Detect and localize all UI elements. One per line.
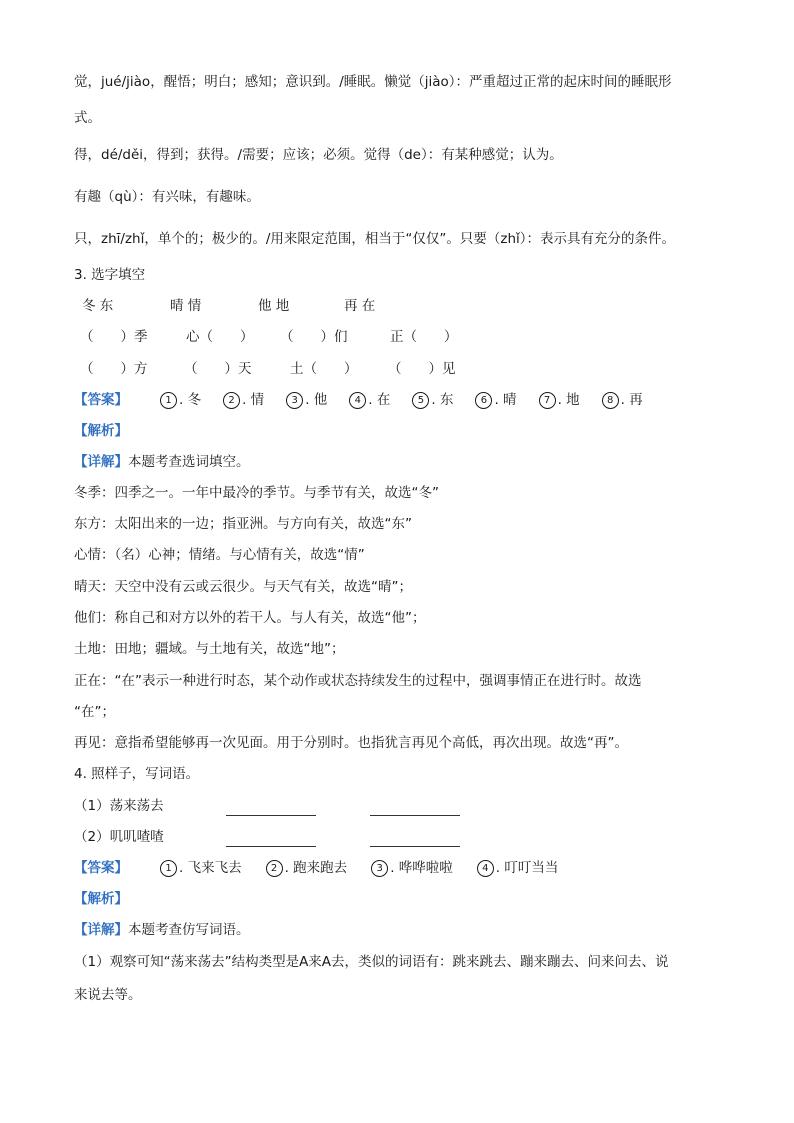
fill-blank: （ ）季 bbox=[80, 329, 148, 345]
answer-text: . 再 bbox=[620, 392, 643, 408]
definition-line-4: 有趣（qù）：有兴味，有趣味。 bbox=[74, 189, 260, 205]
answer-blank bbox=[226, 832, 316, 847]
detail-label: 【详解】 bbox=[74, 922, 128, 938]
answers bbox=[160, 392, 665, 408]
answer-number: 3 bbox=[286, 392, 303, 409]
answer-number: 1 bbox=[160, 392, 177, 409]
fill-blank: （ ）天 bbox=[184, 361, 252, 377]
answer-blank bbox=[370, 801, 460, 816]
fill-row-2 bbox=[80, 359, 456, 379]
answers bbox=[160, 860, 582, 876]
answer-text: . 东 bbox=[431, 392, 454, 408]
q3-detail-row bbox=[74, 452, 250, 472]
answer-blank bbox=[370, 832, 460, 847]
fill-blank: （ ）方 bbox=[80, 361, 148, 377]
answer-number: 1 bbox=[160, 860, 177, 877]
q4-item-2 bbox=[74, 827, 460, 847]
answer-item bbox=[602, 390, 643, 410]
fill-blank: 心（ ） bbox=[186, 329, 254, 345]
answer-number: 3 bbox=[371, 860, 388, 877]
pair: 冬 东 bbox=[82, 298, 114, 314]
q4-item-1 bbox=[74, 796, 460, 816]
answer-label: 【答案】 bbox=[74, 392, 128, 408]
answer-item bbox=[539, 390, 580, 410]
q3-explain-7: 正在：“在”表示一种进行时态，某个动作或状态持续发生的过程中，强调事情正在进行时。故选 bbox=[74, 673, 642, 689]
answer-text: . 地 bbox=[557, 392, 580, 408]
question-4-title: 4. 照样子，写词语。 bbox=[74, 766, 200, 782]
q4-detail-row bbox=[74, 920, 250, 940]
answer-text: . 叮叮当当 bbox=[495, 860, 559, 876]
answer-item bbox=[371, 858, 453, 878]
definition-line-5: 只，zhī/zhǐ，单个的；极少的。/用来限定范围，相当于“仅仅”。只要（zhǐ）：表示具有充分的条件。 bbox=[74, 231, 676, 247]
definition-line-2: 式。 bbox=[74, 110, 101, 126]
fill-blank: （ ）见 bbox=[388, 361, 456, 377]
pair: 他 地 bbox=[258, 298, 290, 314]
definition-line-1: 觉，jué/jiào，醒悟；明白；感知；意识到。/睡眠。懒觉（jiào）：严重超过正常的起床时间的睡眠形 bbox=[74, 74, 672, 90]
answer-text: . 飞来飞去 bbox=[179, 860, 242, 876]
q3-explain-1: 冬季：四季之一。一年中最冷的季节。与季节有关，故选“冬” bbox=[74, 485, 439, 501]
answer-number: 2 bbox=[223, 392, 240, 409]
detail-label: 【详解】 bbox=[74, 454, 128, 470]
q3-answer-row bbox=[74, 390, 665, 410]
answer-item bbox=[266, 858, 348, 878]
detail-text: 本题考查选词填空。 bbox=[128, 454, 250, 470]
answer-text: . 晴 bbox=[494, 392, 517, 408]
answer-item bbox=[412, 390, 453, 410]
answer-text: . 跑来跑去 bbox=[284, 860, 348, 876]
answer-text: . 情 bbox=[242, 392, 265, 408]
answer-text: . 在 bbox=[368, 392, 391, 408]
q3-explain-4: 晴天：天空中没有云或云很少。与天气有关，故选“晴”； bbox=[74, 579, 412, 595]
answer-number: 5 bbox=[412, 392, 429, 409]
answer-number: 4 bbox=[477, 860, 494, 877]
answer-item bbox=[349, 390, 390, 410]
q4-answer-row bbox=[74, 858, 582, 878]
answer-text: . 他 bbox=[305, 392, 328, 408]
answer-number: 6 bbox=[475, 392, 492, 409]
character-pairs-row bbox=[82, 296, 375, 316]
answer-blank bbox=[226, 801, 316, 816]
q3-explain-5: 他们：称自己和对方以外的若干人。与人有关，故选“他”； bbox=[74, 610, 426, 626]
q3-explain-8: “在”； bbox=[74, 704, 115, 720]
definition-line-3: 得，dé/děi，得到；获得。/需要；应该；必须。觉得（de）：有某种感觉；认为。 bbox=[74, 147, 563, 163]
q4-explain-2: 来说去等。 bbox=[74, 987, 142, 1003]
answer-text: . 哗哗啦啦 bbox=[390, 860, 453, 876]
pair: 晴 情 bbox=[170, 298, 202, 314]
q4-analysis-label: 【解析】 bbox=[74, 891, 128, 907]
answer-item bbox=[477, 858, 559, 878]
q3-explain-3: 心情：（名）心神；情绪。与心情有关，故选“情” bbox=[74, 547, 365, 563]
fill-blank: 土（ ） bbox=[290, 361, 358, 377]
q4-explain-1: （1）观察可知“荡来荡去”结构类型是A来A去，类似的词语有：跳来跳去、蹦来蹦去、问来问去、说 bbox=[74, 954, 669, 970]
answer-item bbox=[223, 390, 264, 410]
answer-number: 4 bbox=[349, 392, 366, 409]
answer-number: 7 bbox=[539, 392, 556, 409]
answer-number: 8 bbox=[602, 392, 619, 409]
detail-text: 本题考查仿写词语。 bbox=[128, 922, 250, 938]
q3-explain-9: 再见：意指希望能够再一次见面。用于分别时。也指犹言再见个高低，再次出现。故选“再”。 bbox=[74, 735, 628, 751]
pair: 再 在 bbox=[344, 298, 376, 314]
answer-item bbox=[475, 390, 516, 410]
answer-item bbox=[160, 390, 201, 410]
answer-number: 2 bbox=[266, 860, 283, 877]
fill-row-1 bbox=[80, 327, 458, 347]
question-3-title: 3. 选字填空 bbox=[74, 267, 146, 283]
fill-blank: （ ）们 bbox=[280, 329, 348, 345]
q3-explain-6: 土地：田地；疆域。与土地有关，故选“地”； bbox=[74, 641, 345, 657]
answer-item bbox=[286, 390, 327, 410]
answer-text: . 冬 bbox=[179, 392, 202, 408]
fill-blank: 正（ ） bbox=[390, 329, 458, 345]
q3-explain-2: 东方：太阳出来的一边；指亚洲。与方向有关，故选“东” bbox=[74, 516, 412, 532]
q3-analysis-label: 【解析】 bbox=[74, 423, 128, 439]
item-text: （1）荡来荡去 bbox=[74, 798, 164, 814]
answer-item bbox=[160, 858, 242, 878]
item-text: （2）叽叽喳喳 bbox=[74, 829, 164, 845]
answer-label: 【答案】 bbox=[74, 860, 128, 876]
